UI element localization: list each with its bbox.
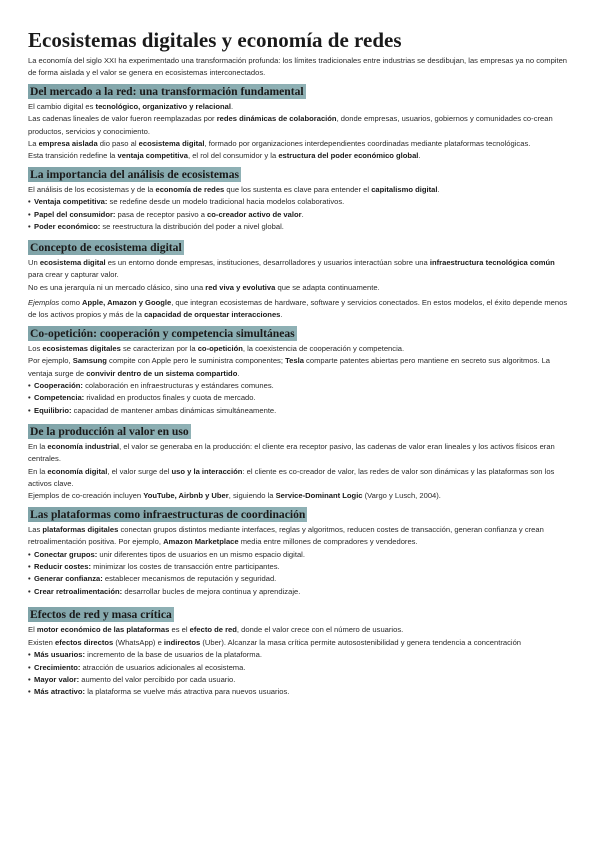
s4-paragraph-2: Por ejemplo, Samsung compite con Apple pero le suministra componentes; Tesla comparte patentes abiertas pero mantiene en secreto sus algoritmos. La ventaja surge de convivir dentro de un sistema compartido. <box>28 356 551 378</box>
section-heading-efectos-red: Efectos de red y masa crítica <box>30 608 172 622</box>
section-heading-concepto: Concepto de ecosistema digital <box>30 241 182 255</box>
section-heading-plataformas: Las plataformas como infraestructuras de coordinación <box>30 507 306 521</box>
section-heading-valor-uso: De la producción al valor en uso <box>30 424 189 438</box>
s1-paragraph-1: El cambio digital es tecnológico, organizativo y relacional. <box>28 101 234 111</box>
s4-paragraph-1: Los ecosistemas digitales se caracterizan por la co-opetición, la coexistencia de cooperación y competencia. <box>28 343 405 353</box>
list-item: • Crear retroalimentación: desarrollar bucles de mejora continua y aprendizaje. <box>28 586 570 598</box>
page-title: Ecosistemas digitales y economía de redes <box>28 28 402 52</box>
list-item: • Más atractivo: la plataforma se vuelve más atractiva para nuevos usuarios. <box>28 686 570 698</box>
section-heading-wrap <box>28 605 570 623</box>
section-heading-wrap <box>28 324 570 342</box>
list-item: • Competencia: rivalidad en productos finales y cuota de mercado. <box>28 392 570 404</box>
list-item: • Cooperación: colaboración en infraestructuras y estándares comunes. <box>28 380 570 392</box>
list-item: • Crecimiento: atracción de usuarios adicionales al ecosistema. <box>28 662 570 674</box>
section-heading-wrap <box>28 82 570 100</box>
s7-bullet-list <box>28 649 570 699</box>
s3-paragraph-1: Un ecosistema digital es un entorno donde empresas, instituciones, desarrolladores y usuarios interactúan sobre una infraestructura tecnológica común para crear y capturar valor. <box>28 258 555 280</box>
s3-paragraph-3: Ejemplos como Apple, Amazon y Google, que integran ecosistemas de hardware, software y servicios conectados. En estos modelos, el éxito depende menos de los activos propios y más de la capacidad de orquestar interacciones. <box>28 297 568 320</box>
s1-paragraph-3: La empresa aislada dio paso al ecosistema digital, formado por organizaciones interdependientes coordinadas mediante plataformas tecnológicas. <box>28 139 531 149</box>
s6-bullet-list <box>28 549 570 599</box>
s2-bullet-list <box>28 196 570 233</box>
section-heading-wrap <box>28 505 570 523</box>
s7-paragraph-2: Existen efectos directos (WhatsApp) e indirectos (Uber). Alcanzar la masa crítica permite autosostenibilidad y genera tendencia a concentración <box>28 637 522 647</box>
section-heading-wrap <box>28 238 570 256</box>
s3-paragraph-2: No es una jerarquía ni un mercado clásico, sino una red viva y evolutiva que se adapta continuamente. <box>28 282 380 292</box>
list-item: • Reducir costes: minimizar los costes de transacción entre participantes. <box>28 561 570 573</box>
section-heading-wrap <box>28 422 570 440</box>
s2-paragraph-1: El análisis de los ecosistemas y de la economía de redes que los sustenta es clave para entender el capitalismo digital. <box>28 184 440 194</box>
intro-paragraph: La economía del siglo XXI ha experimentado una transformación profunda: los límites tradicionales entre industrias se desdibujan, las empresas ya no compiten de forma aislada y el valor se genera en ecosistemas interconectados. <box>28 56 568 78</box>
s5-paragraph-1: En la economía industrial, el valor se generaba en la producción: el cliente era receptor pasivo, las cadenas de valor eran lineales y los activos físicos eran centrales. <box>28 441 555 464</box>
list-item: • Más usuarios: incremento de la base de usuarios de la plataforma. <box>28 649 570 661</box>
s5-paragraph-3: Ejemplos de co-creación incluyen YouTube, Airbnb y Uber, siguiendo la Service-Dominant Logic (Vargo y Lusch, 2004). <box>28 491 441 501</box>
list-item: • Equilibrio: capacidad de mantener ambas dinámicas simultáneamente. <box>28 405 570 417</box>
section-heading-mercado-red: Del mercado a la red: una transformación fundamental <box>30 84 304 98</box>
s4-bullet-list <box>28 380 570 417</box>
list-item: • Conectar grupos: unir diferentes tipos de usuarios en un mismo espacio digital. <box>28 549 570 561</box>
section-heading-coopeticion: Co-opetición: cooperación y competencia simultáneas <box>30 326 295 340</box>
section-heading-wrap <box>28 165 570 183</box>
s1-paragraph-2: Las cadenas lineales de valor fueron reemplazadas por redes dinámicas de colaboración, donde empresas, usuarios, gobiernos y comunidades co-crean productos, servicios y conocimiento. <box>28 114 553 136</box>
list-item: • Generar confianza: establecer mecanismos de reputación y seguridad. <box>28 573 570 585</box>
section-heading-analisis: La importancia del análisis de ecosistemas <box>30 167 240 181</box>
list-item: • Poder económico: se reestructura la distribución del poder a nivel global. <box>28 221 570 233</box>
list-item: • Papel del consumidor: pasa de receptor pasivo a co-creador activo de valor. <box>28 209 570 221</box>
list-item: • Ventaja competitiva: se redefine desde un modelo tradicional hacia modelos colaborativos. <box>28 196 570 208</box>
s6-paragraph-1: Las plataformas digitales conectan grupos distintos mediante interfaces, reglas y algoritmos, reducen costes de transacción, generan confianza y crean retroalimentación positiva. Por ejemplo, Amazon Marketplace media entre millones de compradores y vendedores. <box>28 524 544 547</box>
s7-paragraph-1: El motor económico de las plataformas es el efecto de red, donde el valor crece con el número de usuarios. <box>28 625 404 635</box>
s5-paragraph-2: En la economía digital, el valor surge del uso y la interacción: el cliente es co-creador de valor, las redes de valor son dinámicas y las plataformas son los activos clave. <box>28 466 555 488</box>
list-item: • Mayor valor: aumento del valor percibido por cada usuario. <box>28 674 570 686</box>
s1-paragraph-4: Esta transición redefine la ventaja competitiva, el rol del consumidor y la estructura del poder económico global. <box>28 151 421 161</box>
